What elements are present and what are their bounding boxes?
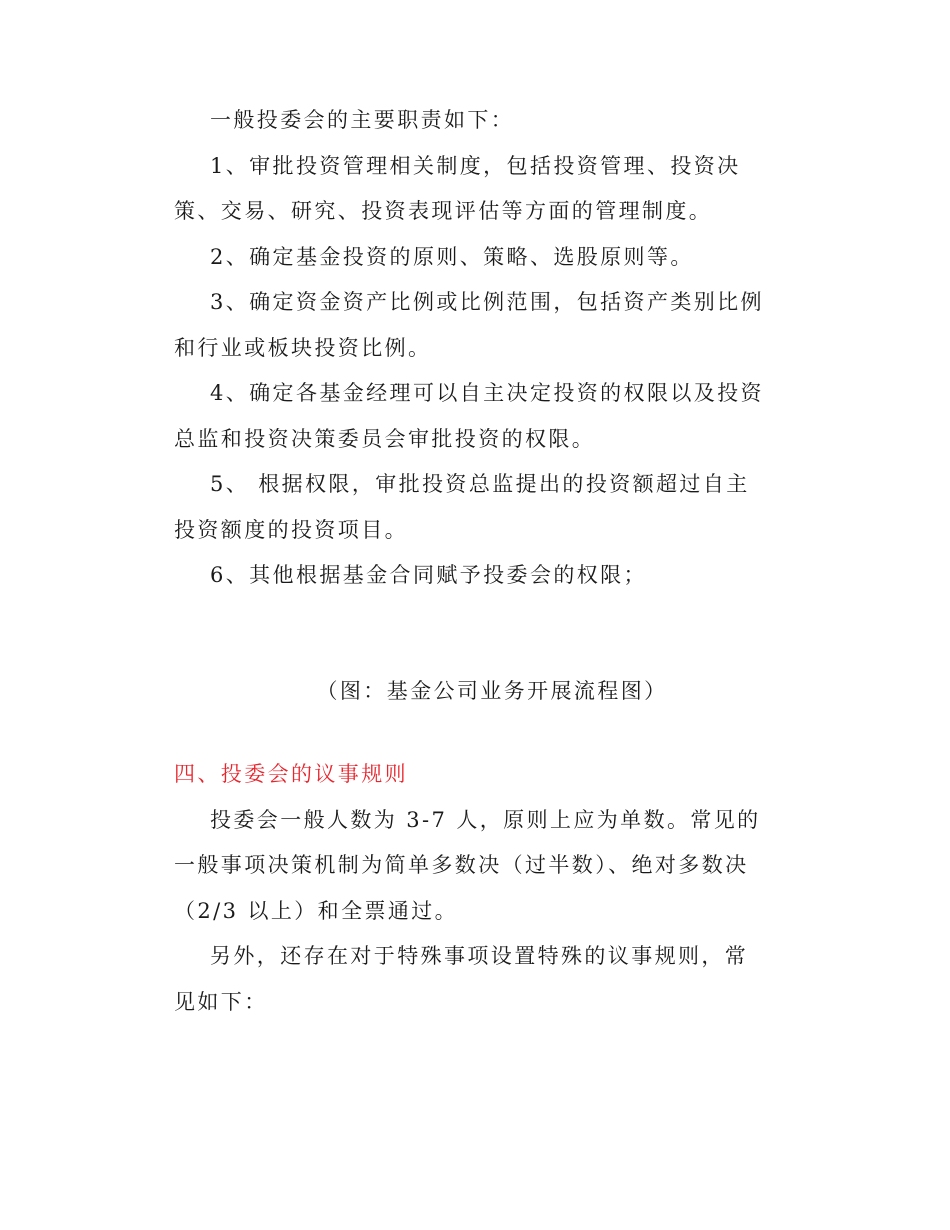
rules-paragraph xyxy=(174,798,774,935)
rules-line-2: 一般事项决策机制为简单多数决（过半数）、绝对多数决 xyxy=(174,853,749,877)
duty-1-line-2: 策、交易、研究、投资表现评估等方面的管理制度。 xyxy=(174,199,713,223)
duty-3-line-2: 和行业或板块投资比例。 xyxy=(174,335,432,360)
duty-2-line-1: 2、确定基金投资的原则、策略、选股原则等。 xyxy=(210,244,694,269)
duty-4-line-1: 4、确定各基金经理可以自主决定投资的权限以及投资 xyxy=(210,381,764,405)
section-spacer xyxy=(174,714,774,752)
duty-1-line-1: 1、审批投资管理相关制度，包括投资管理、投资决 xyxy=(210,153,741,178)
figure-caption: （图：基金公司业务开展流程图） xyxy=(316,678,668,703)
section-heading: 四、投委会的议事规则 xyxy=(174,762,408,786)
duty-4-line-2: 总监和投资决策委员会审批投资的权限。 xyxy=(174,426,596,451)
duty-6-line-1: 6、其他根据基金合同赋予投委会的权限； xyxy=(210,563,647,587)
rules-line-3: （2/3 以上）和全票通过。 xyxy=(174,898,459,923)
document-page xyxy=(174,98,774,1025)
figure-placeholder xyxy=(174,599,774,669)
special-line-1: 另外，还存在对于特殊事项设置特殊的议事规则，常 xyxy=(210,944,749,968)
duty-5-line-2: 投资额度的投资项目。 xyxy=(174,517,408,542)
rules-line-1: 投委会一般人数为 3-7 人，原则上应为单数。常见的 xyxy=(210,807,761,832)
intro-text: 一般投委会的主要职责如下： xyxy=(210,108,515,132)
special-line-2: 见如下： xyxy=(174,989,268,1014)
special-paragraph xyxy=(174,934,774,1025)
duty-5-line-1: 5、 根据权限，审批投资总监提出的投资额超过自主 xyxy=(210,472,750,496)
duty-list xyxy=(174,144,774,599)
duty-3-line-1: 3、确定资金资产比例或比例范围，包括资产类别比例 xyxy=(210,290,764,314)
